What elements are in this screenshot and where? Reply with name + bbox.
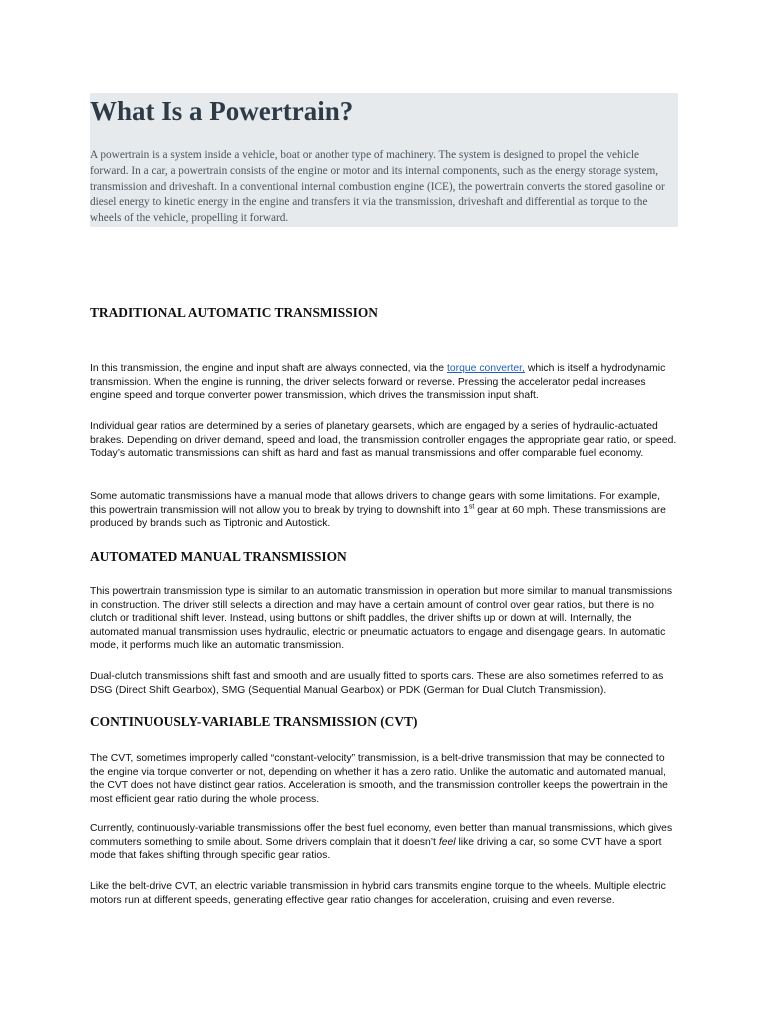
automated-paragraph-2: Dual-clutch transmissions shift fast and smooth and are usually fitted to sports cars. These are also sometimes referred to as DSG (Direct Shift Gearbox), SMG (Sequential Manual Gearbox) or PDK (German for Dual Clutch Transmission). [90, 671, 664, 696]
cvt-p2-emphasis: feel [438, 836, 456, 848]
intro-box [90, 93, 678, 227]
heading-automated-manual: AUTOMATED MANUAL TRANSMISSION [90, 549, 347, 564]
page-title: What Is a Powertrain? [90, 96, 354, 126]
heading-traditional-automatic: TRADITIONAL AUTOMATIC TRANSMISSION [90, 305, 378, 320]
ordinal-superscript: st [468, 503, 475, 511]
traditional-paragraph-2: Individual gear ratios are determined by a series of planetary gearsets, which are engaged by a series of hydraulic-actuated brakes. Depending on driver demand, speed and load, the transmission controller engages the appropriate gear ratio, or speed. Today’s automatic transmissions can shift as hard and fast as manual transmissions and offer comparable fuel economy. [90, 421, 677, 459]
traditional-paragraph-3 [90, 490, 678, 531]
cvt-paragraph-2 [90, 822, 678, 863]
traditional-p1-before: In this transmission, the engine and input shaft are always connected, via the [90, 363, 447, 374]
traditional-paragraph-1 [90, 362, 678, 403]
automated-paragraph-1: This powertrain transmission type is similar to an automatic transmission in operation but more similar to manual transmissions in construction. The driver still selects a direction and may have a certain amount of control over gear ratios, but there is no clutch or traditional shift lever. Instead, using buttons or shift paddles, the driver shifts up or down at will. Internally, the automated manual transmission uses hydraulic, electric or pneumatic actuators to engage and disengage gears. In automatic mode, it performs much like an automatic transmission. [90, 586, 673, 651]
cvt-p2-before: Currently, continuously-variable transmissions offer the best fuel economy, even better than manual transmissions, which gives commuters something to smile about. Some drivers complain that it doesn’t [90, 823, 673, 848]
cvt-paragraph-1: The CVT, sometimes improperly called “constant-velocity” transmission, is a belt-drive transmission that may be connected to the engine via torque converter or not, depending on whether it has a zero ratio. Unlike the automatic and automated manual, the CVT does not have distinct gear ratios. Acceleration is smooth, and the transmission controller keeps the powertrain in the most efficient gear ratio during the whole process. [90, 753, 668, 805]
traditional-p1-after: which is itself a hydrodynamic transmission. When the engine is running, the driver selects forward or reverse. Pressing the accelerator pedal increases engine speed and torque converter power transmission, which drives the transmission input shaft. [90, 363, 666, 401]
cvt-p2-after: like driving a car, so some CVT have a sport mode that fakes shifting through specific gear ratios. [90, 836, 662, 861]
intro-paragraph: A powertrain is a system inside a vehicle, boat or another type of machinery. The system is designed to propel the vehicle forward. In a car, a powertrain consists of the engine or motor and its internal components, such as the energy storage system, transmission and driveshaft. In a conventional internal combustion engine (ICE), the powertrain converts the stored gasoline or diesel energy to kinetic energy in the engine and transfers it via the transmission, driveshaft and differential as torque to the wheels of the vehicle, propelling it forward. [90, 149, 665, 225]
traditional-p3-after: gear at 60 mph. These transmissions are produced by brands such as Tiptronic and Autostick. [90, 504, 666, 529]
traditional-p3-before: Some automatic transmissions have a manual mode that allows drivers to change gears with some limitations. For example, this powertrain transmission will not allow you to break by trying to downshift into 1 [90, 491, 661, 516]
torque-converter-link[interactable]: torque converter, [446, 363, 525, 374]
heading-cvt: CONTINUOUSLY-VARIABLE TRANSMISSION (CVT) [90, 714, 418, 729]
cvt-paragraph-3: Like the belt-drive CVT, an electric variable transmission in hybrid cars transmits engine torque to the wheels. Multiple electric motors run at different speeds, generating effective gear ratio changes for acceleration, cruising and even reverse. [90, 881, 666, 906]
